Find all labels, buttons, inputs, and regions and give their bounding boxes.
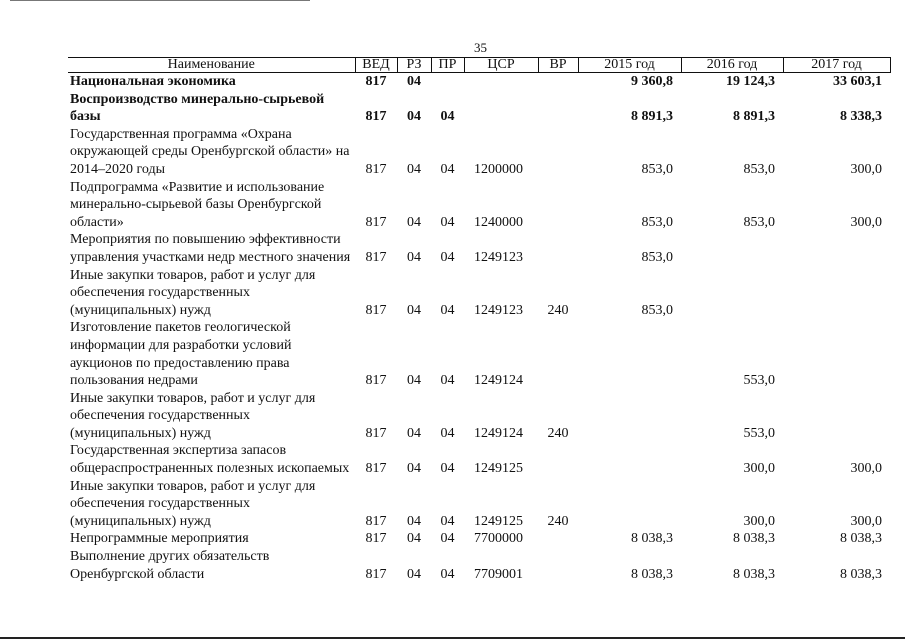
cell-csr: 1249124 bbox=[474, 373, 523, 389]
cell-ved: 817 bbox=[365, 74, 387, 89]
cell-ved: 817 bbox=[365, 425, 387, 441]
table-row bbox=[68, 179, 890, 232]
cell-csr: 1200000 bbox=[474, 161, 523, 177]
table-row bbox=[68, 442, 890, 477]
cell-2016: 8 038,3 bbox=[733, 531, 775, 547]
cell-name: Иные закупки товаров, работ и услуг для обеспечения государственных (муниципальных) нужд bbox=[70, 390, 316, 441]
cell-pr: 04 bbox=[440, 249, 455, 265]
cell-ved: 817 bbox=[365, 302, 387, 318]
cell-pr: 04 bbox=[440, 513, 455, 529]
cell-2017: 300,0 bbox=[850, 214, 882, 230]
table-row bbox=[68, 73, 890, 91]
cell-ved: 817 bbox=[365, 249, 387, 265]
cell-vr bbox=[538, 231, 578, 266]
table-row bbox=[68, 478, 890, 531]
cell-rz: 04 bbox=[407, 513, 421, 529]
cell-pr: 04 bbox=[440, 461, 455, 477]
cell-vr bbox=[538, 91, 578, 126]
cell-2016: 553,0 bbox=[743, 425, 775, 441]
cell-rz: 04 bbox=[407, 109, 421, 125]
cell-2015: 853,0 bbox=[641, 161, 673, 177]
cell-2016: 8 891,3 bbox=[733, 109, 775, 125]
cell-ved: 817 bbox=[365, 109, 387, 125]
cell-name: Мероприятия по повышению эффективности управления участками недр местного значения bbox=[70, 232, 351, 265]
cell-rz: 04 bbox=[407, 461, 421, 477]
cell-2015 bbox=[578, 319, 681, 389]
cell-2015: 9 360,8 bbox=[631, 74, 673, 89]
cell-2017: 300,0 bbox=[850, 461, 882, 477]
cell-vr bbox=[538, 442, 578, 477]
cell-pr: 04 bbox=[440, 373, 455, 389]
cell-2016 bbox=[681, 231, 783, 266]
cell-csr: 7700000 bbox=[474, 531, 523, 547]
cell-2015: 853,0 bbox=[641, 302, 673, 318]
cell-vr bbox=[538, 319, 578, 389]
budget-table-container bbox=[68, 57, 890, 583]
cell-2015 bbox=[578, 478, 681, 531]
header-2015: 2015 год bbox=[578, 58, 681, 73]
cell-csr: 1249123 bbox=[474, 249, 523, 265]
cell-name: Иные закупки товаров, работ и услуг для обеспечения государственных (муниципальных) нужд bbox=[70, 267, 316, 318]
cell-vr: 240 bbox=[547, 425, 569, 441]
cell-2016: 553,0 bbox=[743, 373, 775, 389]
cell-ved: 817 bbox=[365, 461, 387, 477]
page-number: 35 bbox=[474, 40, 487, 55]
cell-vr bbox=[538, 126, 578, 179]
cell-2015: 853,0 bbox=[641, 249, 673, 265]
cell-vr: 240 bbox=[547, 302, 569, 318]
table-row bbox=[68, 231, 890, 266]
table-row bbox=[68, 267, 890, 320]
table-header-row bbox=[68, 58, 890, 73]
header-rz: РЗ bbox=[397, 58, 431, 73]
cell-rz: 04 bbox=[407, 161, 421, 177]
header-2016: 2016 год bbox=[681, 58, 783, 73]
cell-vr bbox=[538, 73, 578, 91]
cell-name: Подпрограмма «Развитие и использование минерально-сырьевой базы Оренбургской области» bbox=[70, 179, 325, 230]
header-vr: ВР bbox=[538, 58, 578, 73]
cell-2017 bbox=[783, 319, 890, 389]
cell-2016 bbox=[681, 267, 783, 320]
cell-rz: 04 bbox=[407, 302, 421, 318]
header-name: Наименование bbox=[68, 58, 355, 73]
table-row bbox=[68, 548, 890, 583]
cell-2015: 8 038,3 bbox=[631, 566, 673, 582]
table-row bbox=[68, 126, 890, 179]
cell-csr: 1240000 bbox=[474, 214, 523, 230]
cell-name: Национальная экономика bbox=[70, 74, 236, 89]
cell-rz: 04 bbox=[407, 249, 421, 265]
cell-name: Выполнение других обязательств Оренбургской области bbox=[70, 549, 270, 582]
cell-2017: 300,0 bbox=[850, 513, 882, 529]
cell-vr bbox=[538, 179, 578, 232]
cell-2017: 8 038,3 bbox=[840, 531, 882, 547]
cell-2017 bbox=[783, 390, 890, 443]
header-csr: ЦСР bbox=[464, 58, 538, 73]
cell-pr: 04 bbox=[440, 531, 455, 547]
cell-ved: 817 bbox=[365, 513, 387, 529]
cell-rz: 04 bbox=[407, 74, 421, 89]
cell-2017: 8 038,3 bbox=[840, 566, 882, 582]
table-row bbox=[68, 319, 890, 389]
cell-name: Непрограммные мероприятия bbox=[70, 531, 249, 547]
cell-csr: 7709001 bbox=[474, 566, 523, 582]
cell-2017: 8 338,3 bbox=[840, 109, 882, 125]
budget-table bbox=[68, 57, 891, 583]
cell-pr bbox=[431, 73, 464, 91]
cell-rz: 04 bbox=[407, 373, 421, 389]
cell-name: Изготовление пакетов геологической информации для разработки условий аукционов по предоставлению права пользования недрами bbox=[70, 320, 292, 389]
cell-name: Иные закупки товаров, работ и услуг для обеспечения государственных (муниципальных) нужд bbox=[70, 478, 316, 529]
cell-pr: 04 bbox=[440, 566, 455, 582]
table-row bbox=[68, 530, 890, 548]
cell-vr bbox=[538, 530, 578, 548]
cell-ved: 817 bbox=[365, 566, 387, 582]
cell-2016: 300,0 bbox=[743, 513, 775, 529]
cell-2017: 300,0 bbox=[850, 161, 882, 177]
cell-pr: 04 bbox=[440, 302, 455, 318]
table-row bbox=[68, 91, 890, 126]
cell-2017 bbox=[783, 267, 890, 320]
cell-2015: 853,0 bbox=[641, 214, 673, 230]
cell-rz: 04 bbox=[407, 425, 421, 441]
cell-2015 bbox=[578, 442, 681, 477]
cell-name: Государственная программа «Охрана окружающей среды Оренбургской области» на 2014–2020 годы bbox=[70, 126, 350, 177]
cell-2015: 8 038,3 bbox=[631, 531, 673, 547]
table-row bbox=[68, 390, 890, 443]
cell-pr: 04 bbox=[440, 161, 455, 177]
cell-2016: 300,0 bbox=[743, 461, 775, 477]
cell-2016: 19 124,3 bbox=[726, 74, 775, 89]
cell-csr: 1249123 bbox=[474, 302, 523, 318]
cell-2017: 33 603,1 bbox=[833, 74, 882, 89]
cell-rz: 04 bbox=[407, 531, 421, 547]
cell-name: Государственная экспертиза запасов общераспространенных полезных ископаемых bbox=[70, 443, 350, 477]
header-2017: 2017 год bbox=[783, 58, 890, 73]
cell-2016: 853,0 bbox=[743, 161, 775, 177]
header-pr: ПР bbox=[431, 58, 464, 73]
cell-2015: 8 891,3 bbox=[631, 109, 673, 125]
header-ved: ВЕД bbox=[355, 58, 397, 73]
cell-ved: 817 bbox=[365, 214, 387, 230]
cell-pr: 04 bbox=[440, 425, 455, 441]
top-scan-rule bbox=[10, 0, 310, 1]
cell-pr: 04 bbox=[440, 214, 455, 230]
cell-rz: 04 bbox=[407, 214, 421, 230]
cell-csr: 1249125 bbox=[474, 513, 523, 529]
cell-ved: 817 bbox=[365, 373, 387, 389]
cell-name: Воспроизводство минерально-сырьевой базы bbox=[70, 91, 325, 125]
cell-rz: 04 bbox=[407, 566, 421, 582]
table-body bbox=[68, 73, 890, 584]
cell-csr: 1249125 bbox=[474, 461, 523, 477]
cell-vr bbox=[538, 548, 578, 583]
cell-2016: 8 038,3 bbox=[733, 566, 775, 582]
cell-2017 bbox=[783, 231, 890, 266]
cell-ved: 817 bbox=[365, 161, 387, 177]
cell-ved: 817 bbox=[365, 531, 387, 547]
cell-2015 bbox=[578, 390, 681, 443]
cell-csr bbox=[464, 91, 538, 126]
cell-pr: 04 bbox=[440, 109, 455, 125]
cell-csr bbox=[464, 73, 538, 91]
cell-csr: 1249124 bbox=[474, 425, 523, 441]
bottom-scan-rule bbox=[0, 637, 905, 639]
cell-2016: 853,0 bbox=[743, 214, 775, 230]
cell-vr: 240 bbox=[547, 513, 569, 529]
